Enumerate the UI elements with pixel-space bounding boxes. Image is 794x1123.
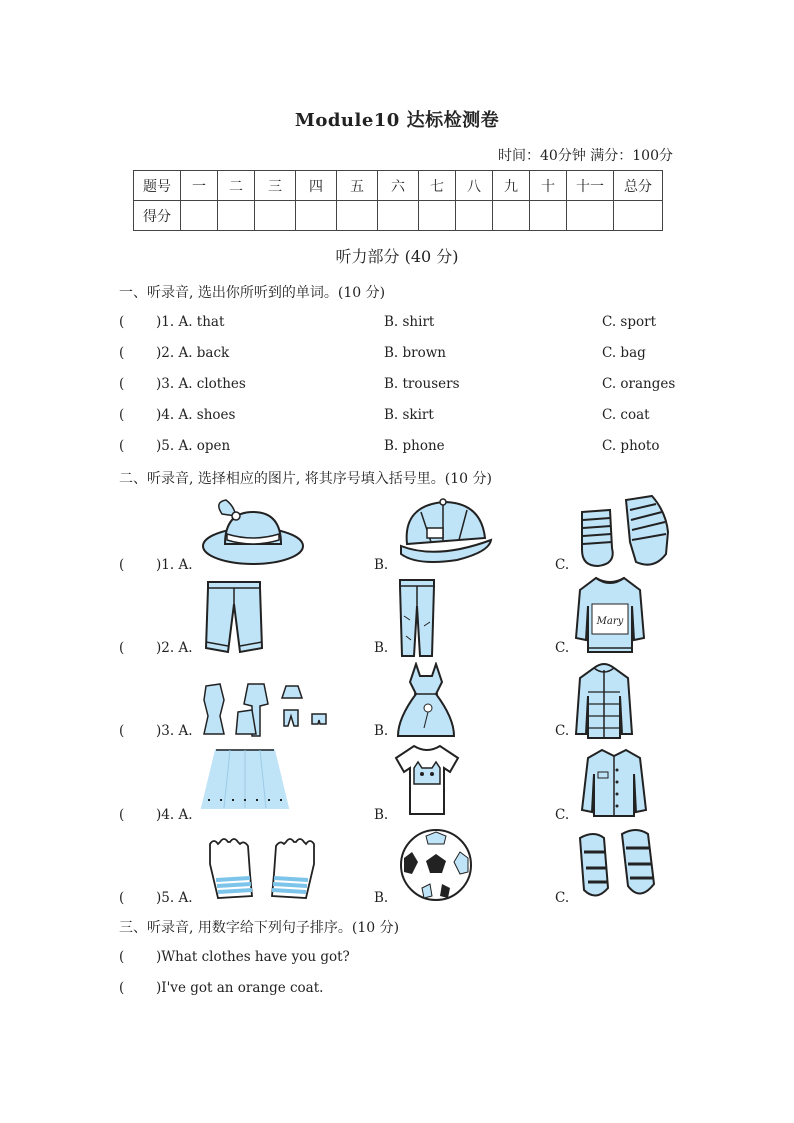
- sweater-name-text: Mary: [596, 616, 624, 627]
- gloves-icon[interactable]: [204, 834, 320, 906]
- score-table-score-row: [134, 201, 663, 231]
- option-c[interactable]: C.: [555, 807, 570, 823]
- part3-heading: 三、听录音, 用数字给下列句子排序。(10 分): [119, 920, 400, 936]
- part1-heading: 一、听录音, 选出你所听到的单词。(10 分): [119, 285, 386, 301]
- option-a[interactable]: )4. A. shoes: [156, 407, 236, 423]
- clothes-set-icon[interactable]: [198, 680, 334, 742]
- shorts-icon[interactable]: [204, 578, 264, 656]
- tshirt-icon[interactable]: [394, 742, 460, 818]
- score-cell: 十: [530, 171, 567, 201]
- cap-icon[interactable]: [397, 494, 495, 570]
- score-input-cell[interactable]: [218, 201, 255, 231]
- score-input-cell[interactable]: [181, 201, 218, 231]
- score-cell: 六: [378, 171, 419, 201]
- option-c[interactable]: C. photo: [602, 438, 660, 454]
- option-b[interactable]: B. phone: [384, 438, 445, 454]
- option-a[interactable]: )1. A.: [156, 557, 193, 573]
- option-a[interactable]: )5. A.: [156, 890, 193, 906]
- score-input-cell[interactable]: [378, 201, 419, 231]
- score-input-cell[interactable]: [419, 201, 456, 231]
- option-b[interactable]: B. shirt: [384, 314, 435, 330]
- score-input-cell[interactable]: [255, 201, 296, 231]
- sandals-icon[interactable]: [574, 828, 660, 904]
- score-cell: 三: [255, 171, 296, 201]
- sentence-item: )I've got an orange coat.: [156, 980, 324, 996]
- option-a[interactable]: )5. A. open: [156, 438, 231, 454]
- option-c[interactable]: C.: [555, 557, 570, 573]
- option-b[interactable]: B.: [374, 723, 389, 739]
- option-b[interactable]: B.: [374, 807, 389, 823]
- score-input-cell[interactable]: [493, 201, 530, 231]
- score-cell: 题号: [134, 171, 181, 201]
- score-cell: 总分: [614, 171, 663, 201]
- score-cell: 八: [456, 171, 493, 201]
- answer-paren[interactable]: (: [119, 407, 125, 423]
- answer-paren[interactable]: (: [119, 807, 125, 823]
- option-c[interactable]: C.: [555, 640, 570, 656]
- answer-paren[interactable]: (: [119, 376, 125, 392]
- score-input-cell[interactable]: [567, 201, 614, 231]
- dress-icon[interactable]: [396, 662, 456, 740]
- hat-icon[interactable]: [200, 494, 306, 570]
- option-b[interactable]: B. trousers: [384, 376, 460, 392]
- score-input-cell[interactable]: [614, 201, 663, 231]
- answer-paren[interactable]: (: [119, 949, 125, 965]
- sweater-icon[interactable]: [574, 574, 646, 658]
- option-c[interactable]: C.: [555, 890, 570, 906]
- option-c[interactable]: C. sport: [602, 314, 657, 330]
- score-cell: 一: [181, 171, 218, 201]
- option-b[interactable]: B.: [374, 890, 389, 906]
- option-a[interactable]: )1. A. that: [156, 314, 225, 330]
- answer-paren[interactable]: (: [119, 980, 125, 996]
- jeans-icon[interactable]: [396, 576, 438, 658]
- option-a[interactable]: )4. A.: [156, 807, 193, 823]
- option-a[interactable]: )3. A. clothes: [156, 376, 246, 392]
- score-cell: 七: [419, 171, 456, 201]
- option-a[interactable]: )2. A.: [156, 640, 193, 656]
- score-cell: 四: [296, 171, 337, 201]
- option-c[interactable]: C.: [555, 723, 570, 739]
- score-input-cell[interactable]: [296, 201, 337, 231]
- score-cell: 九: [493, 171, 530, 201]
- option-a[interactable]: )2. A. back: [156, 345, 230, 361]
- option-c[interactable]: C. coat: [602, 407, 650, 423]
- answer-paren[interactable]: (: [119, 640, 125, 656]
- option-b[interactable]: B.: [374, 640, 389, 656]
- answer-paren[interactable]: (: [119, 438, 125, 454]
- football-icon[interactable]: [398, 828, 476, 904]
- score-table: [133, 170, 663, 231]
- score-input-cell[interactable]: [530, 201, 567, 231]
- score-cell: 二: [218, 171, 255, 201]
- score-table-header-row: [134, 171, 663, 201]
- answer-paren[interactable]: (: [119, 314, 125, 330]
- option-c[interactable]: C. bag: [602, 345, 646, 361]
- score-input-cell[interactable]: [456, 201, 493, 231]
- part2-heading: 二、听录音, 选择相应的图片, 将其序号填入括号里。(10 分): [119, 471, 492, 487]
- option-b[interactable]: B. brown: [384, 345, 446, 361]
- listening-section-title: 听力部分 (40 分): [335, 247, 459, 266]
- option-b[interactable]: B. skirt: [384, 407, 434, 423]
- sentence-item: )What clothes have you got?: [156, 949, 350, 965]
- score-cell: 五: [337, 171, 378, 201]
- answer-paren[interactable]: (: [119, 723, 125, 739]
- option-a[interactable]: )3. A.: [156, 723, 193, 739]
- time-info: 时间：40分钟 满分：100分: [498, 148, 673, 164]
- option-c[interactable]: C. oranges: [602, 376, 676, 392]
- score-input-cell[interactable]: [337, 201, 378, 231]
- answer-paren[interactable]: (: [119, 345, 125, 361]
- jacket-icon[interactable]: [574, 662, 634, 740]
- page-title: Module10 达标检测卷: [294, 110, 500, 131]
- answer-paren[interactable]: (: [119, 557, 125, 573]
- option-b[interactable]: B.: [374, 557, 389, 573]
- shirt-icon[interactable]: [578, 746, 650, 818]
- answer-paren[interactable]: (: [119, 890, 125, 906]
- skirt-icon[interactable]: [200, 744, 290, 814]
- score-label-cell: 得分: [134, 201, 181, 231]
- score-cell: 十一: [567, 171, 614, 201]
- socks-icon[interactable]: [576, 492, 674, 572]
